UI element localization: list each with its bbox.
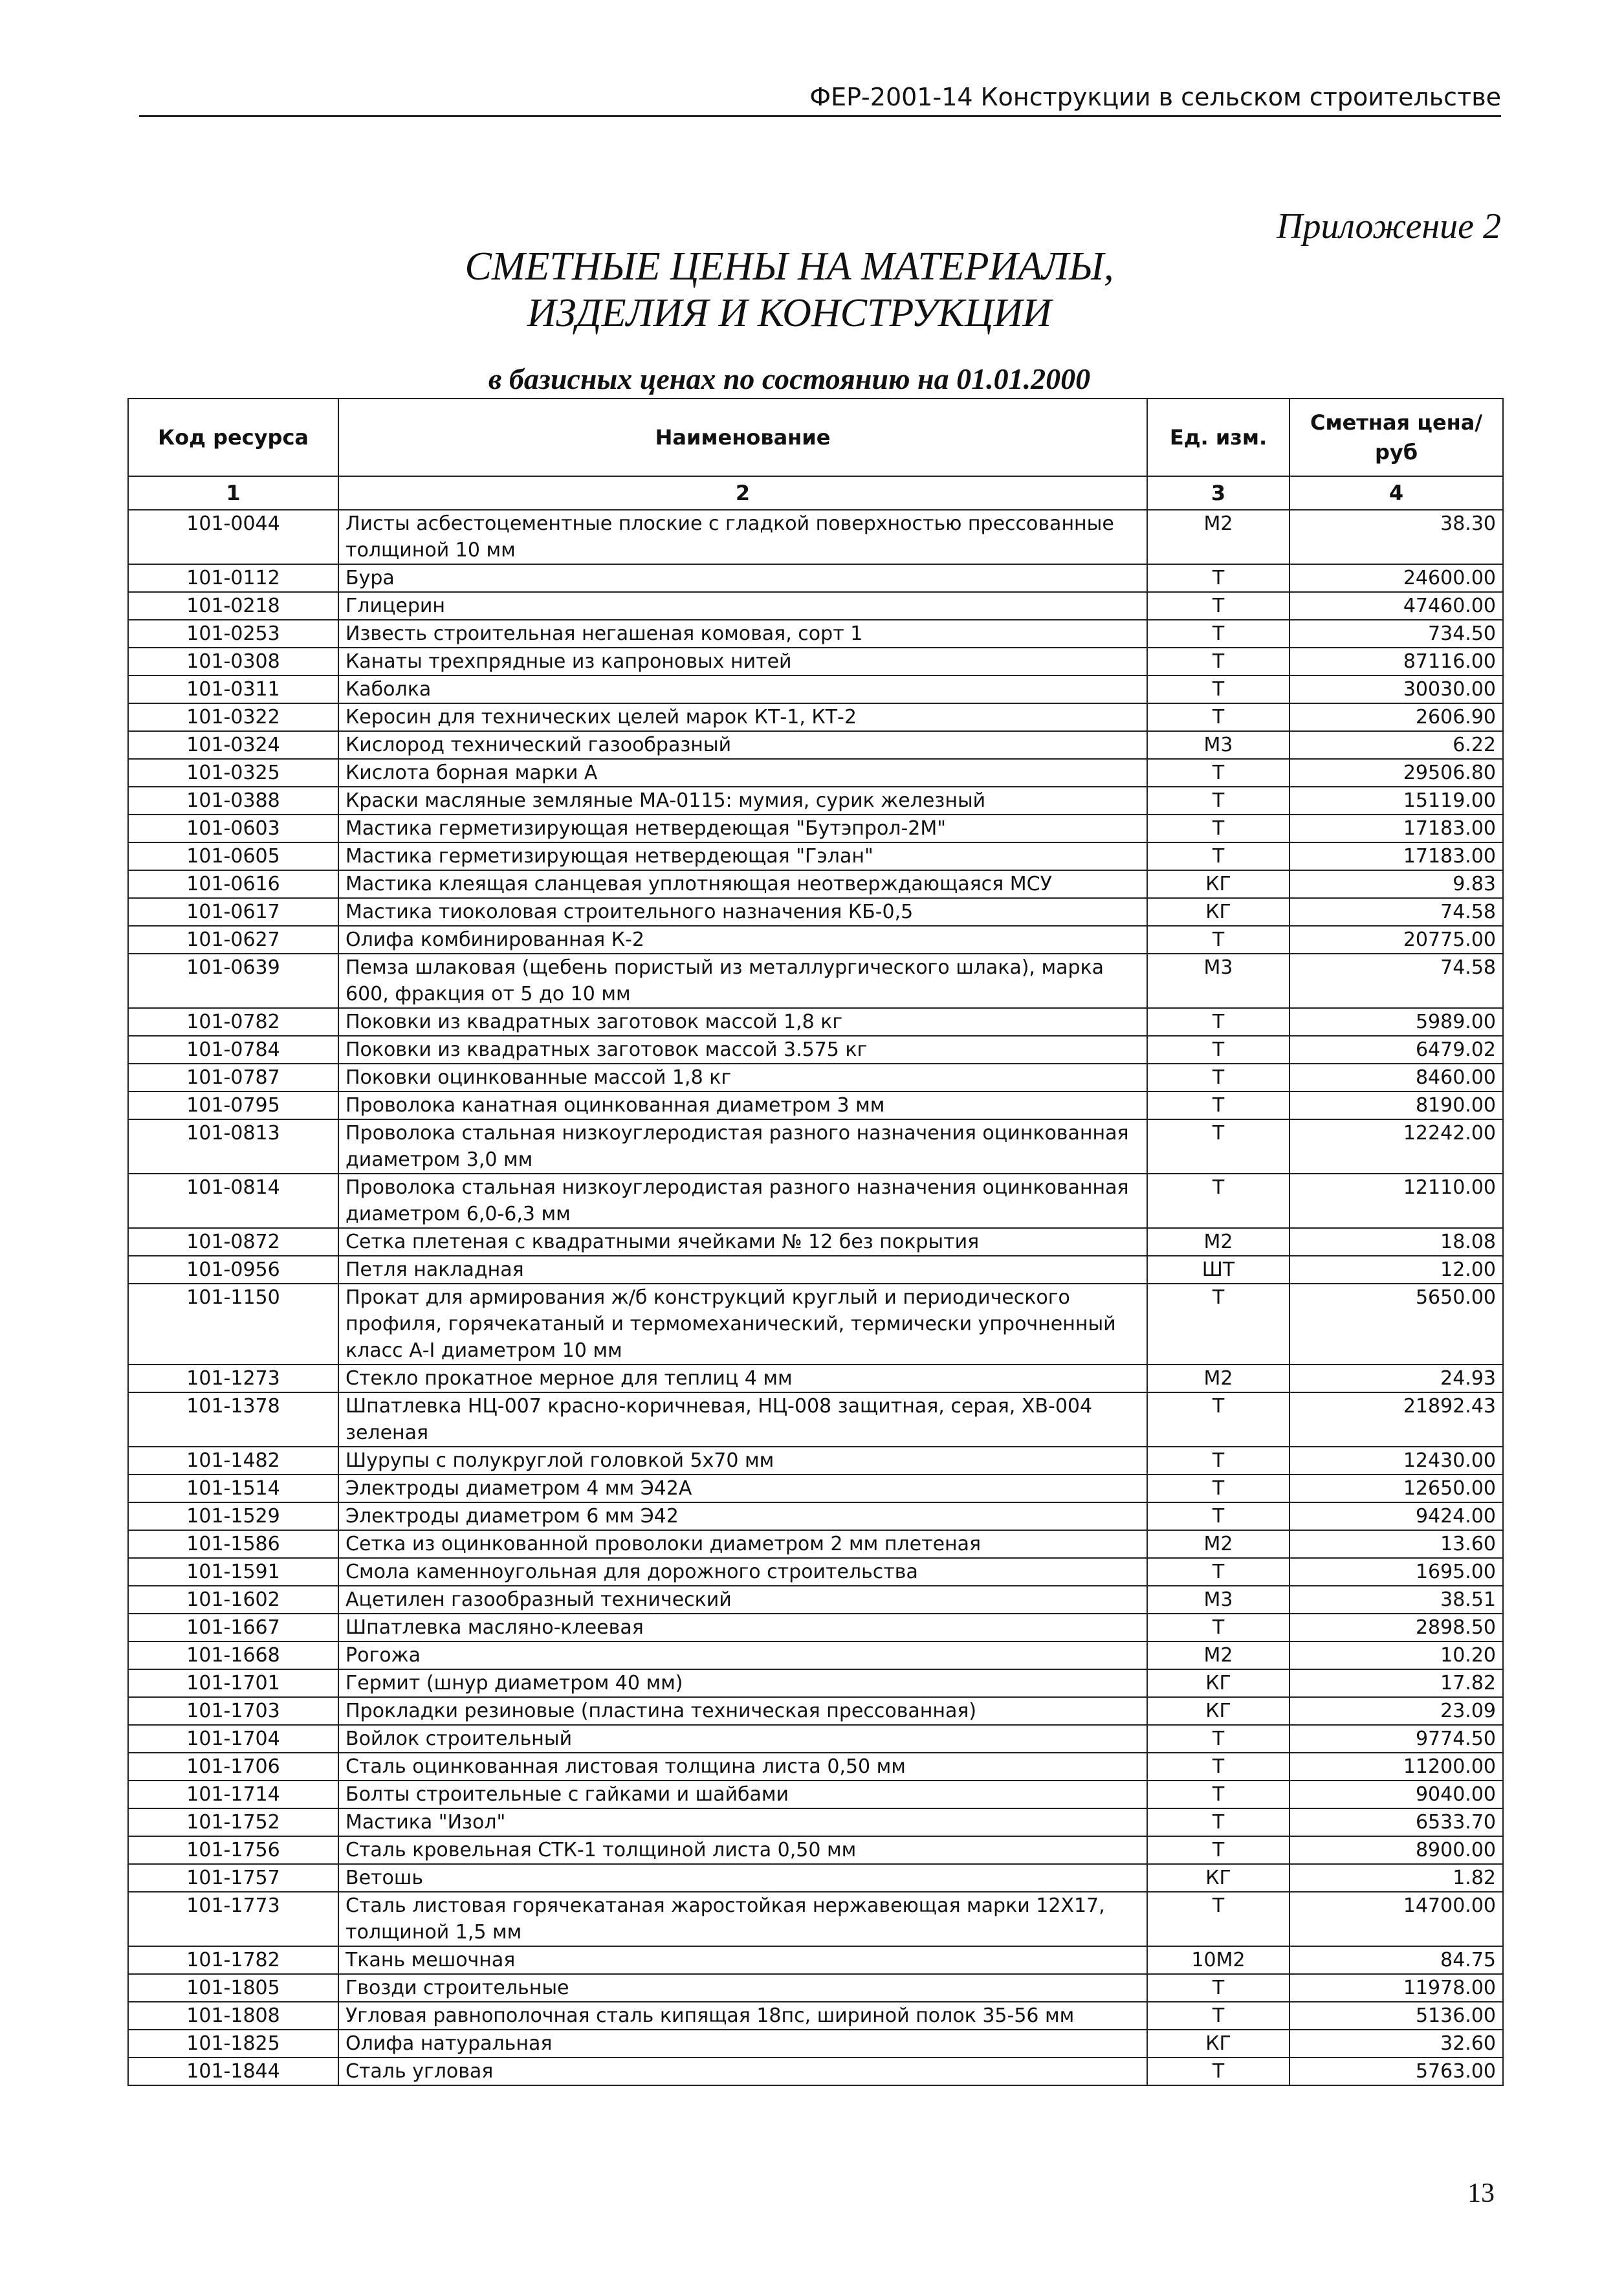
resource-name: Кислота борная марки А (338, 759, 1147, 787)
table-row (128, 2030, 1503, 2057)
resource-price: 11200.00 (1289, 1753, 1503, 1781)
resource-price: 10.20 (1289, 1641, 1503, 1669)
table-row (128, 592, 1503, 620)
resource-unit: 10М2 (1147, 1946, 1289, 1974)
resource-name: Болты строительные с гайками и шайбами (338, 1781, 1147, 1808)
table-row (128, 1725, 1503, 1753)
resource-unit: Т (1147, 2057, 1289, 2085)
resource-unit: Т (1147, 1781, 1289, 1808)
resource-name: Кислород технический газообразный (338, 731, 1147, 759)
resource-code: 101-1773 (128, 1892, 338, 1946)
resource-name: Проволока стальная низкоуглеродистая разного назначения оцинкованная диаметром 6,0-6,3 мм (338, 1174, 1147, 1228)
column-number: 4 (1289, 476, 1503, 510)
resource-unit: Т (1147, 1614, 1289, 1641)
resource-price: 74.58 (1289, 954, 1503, 1008)
resource-name: Сетка из оцинкованной проволоки диаметром 2 мм плетеная (338, 1530, 1147, 1558)
resource-unit: КГ (1147, 898, 1289, 926)
resource-unit: М2 (1147, 1365, 1289, 1392)
resource-price: 14700.00 (1289, 1892, 1503, 1946)
resource-name: Войлок строительный (338, 1725, 1147, 1753)
resource-code: 101-1701 (128, 1669, 338, 1697)
resource-unit: Т (1147, 1008, 1289, 1036)
resource-unit: КГ (1147, 870, 1289, 898)
table-row (128, 787, 1503, 815)
table-row (128, 1174, 1503, 1228)
resource-price: 30030.00 (1289, 675, 1503, 703)
resource-price: 29506.80 (1289, 759, 1503, 787)
resource-price: 15119.00 (1289, 787, 1503, 815)
resource-unit: Т (1147, 648, 1289, 675)
resource-code: 101-1752 (128, 1808, 338, 1836)
resource-code: 101-0814 (128, 1174, 338, 1228)
resource-code: 101-0308 (128, 648, 338, 675)
resource-name: Олифа натуральная (338, 2030, 1147, 2057)
resource-code: 101-1714 (128, 1781, 338, 1808)
resource-name: Проволока канатная оцинкованная диаметром 3 мм (338, 1092, 1147, 1119)
table-row (128, 1614, 1503, 1641)
resource-price: 5650.00 (1289, 1284, 1503, 1365)
resource-name: Сталь кровельная СТК-1 толщиной листа 0,50 мм (338, 1836, 1147, 1864)
resource-name: Прокат для армирования ж/б конструкций круглый и периодического профиля, горячекатаный и термомеханический, термически упрочненный класс А-I диаметром 10 мм (338, 1284, 1147, 1365)
resource-name: Электроды диаметром 4 мм Э42А (338, 1475, 1147, 1502)
resource-code: 101-0322 (128, 703, 338, 731)
table-row (128, 1475, 1503, 1502)
resource-code: 101-0787 (128, 1064, 338, 1092)
resource-price: 12650.00 (1289, 1475, 1503, 1502)
resource-unit: М3 (1147, 1586, 1289, 1614)
resource-code: 101-0639 (128, 954, 338, 1008)
resource-code: 101-0617 (128, 898, 338, 926)
resource-price: 12242.00 (1289, 1119, 1503, 1174)
resource-code: 101-0253 (128, 620, 338, 648)
table-row (128, 564, 1503, 592)
resource-unit: Т (1147, 787, 1289, 815)
resource-price: 1.82 (1289, 1864, 1503, 1892)
resource-name: Мастика герметизирующая нетвердеющая "Бутэпрол-2М" (338, 815, 1147, 842)
resource-unit: Т (1147, 1392, 1289, 1447)
resource-unit: Т (1147, 1447, 1289, 1475)
table-row (128, 1119, 1503, 1174)
table-header-row (128, 399, 1503, 476)
resource-name: Сталь угловая (338, 2057, 1147, 2085)
table-row (128, 620, 1503, 648)
table-row (128, 1946, 1503, 1974)
resource-code: 101-1586 (128, 1530, 338, 1558)
table-row (128, 1036, 1503, 1064)
resource-unit: Т (1147, 1753, 1289, 1781)
resource-unit: Т (1147, 1475, 1289, 1502)
resource-price: 13.60 (1289, 1530, 1503, 1558)
resource-name: Сталь оцинкованная листовая толщина листа 0,50 мм (338, 1753, 1147, 1781)
resource-unit: Т (1147, 592, 1289, 620)
resource-code: 101-0784 (128, 1036, 338, 1064)
resource-price: 6533.70 (1289, 1808, 1503, 1836)
resource-unit: М3 (1147, 731, 1289, 759)
resource-name: Петля накладная (338, 1256, 1147, 1284)
resource-name: Пемза шлаковая (щебень пористый из металлургического шлака), марка 600, фракция от 5 до 10 мм (338, 954, 1147, 1008)
header-rule (139, 115, 1501, 117)
resource-name: Известь строительная негашеная комовая, сорт 1 (338, 620, 1147, 648)
table-row (128, 1530, 1503, 1558)
resource-unit: Т (1147, 1892, 1289, 1946)
resource-code: 101-1378 (128, 1392, 338, 1447)
resource-price: 8460.00 (1289, 1064, 1503, 1092)
resource-unit: Т (1147, 759, 1289, 787)
table-row (128, 1392, 1503, 1447)
table-row (128, 842, 1503, 870)
resource-name: Шпатлевка НЦ-007 красно-коричневая, НЦ-008 защитная, серая, ХВ-004 зеленая (338, 1392, 1147, 1447)
resource-name: Поковки из квадратных заготовок массой 1,8 кг (338, 1008, 1147, 1036)
resource-name: Канаты трехпрядные из капроновых нитей (338, 648, 1147, 675)
resource-name: Мастика тиоколовая строительного назначения КБ-0,5 (338, 898, 1147, 926)
resource-price: 1695.00 (1289, 1558, 1503, 1586)
header-code: Код ресурса (128, 399, 338, 476)
column-number: 1 (128, 476, 338, 510)
resource-price: 9040.00 (1289, 1781, 1503, 1808)
table-row (128, 1864, 1503, 1892)
resource-code: 101-1602 (128, 1586, 338, 1614)
resource-price: 11978.00 (1289, 1974, 1503, 2002)
resource-price: 38.30 (1289, 510, 1503, 564)
resource-code: 101-0605 (128, 842, 338, 870)
resource-unit: КГ (1147, 1697, 1289, 1725)
header-name: Наименование (338, 399, 1147, 476)
resource-code: 101-1150 (128, 1284, 338, 1365)
resource-code: 101-0603 (128, 815, 338, 842)
resource-unit: Т (1147, 1174, 1289, 1228)
resource-price: 6.22 (1289, 731, 1503, 759)
resource-code: 101-0044 (128, 510, 338, 564)
resource-unit: Т (1147, 1064, 1289, 1092)
resource-name: Стекло прокатное мерное для теплиц 4 мм (338, 1365, 1147, 1392)
table-row (128, 2002, 1503, 2030)
resource-unit: Т (1147, 1036, 1289, 1064)
table-row (128, 675, 1503, 703)
resource-name: Электроды диаметром 6 мм Э42 (338, 1502, 1147, 1530)
table-row (128, 1836, 1503, 1864)
resource-unit: Т (1147, 1808, 1289, 1836)
resource-price: 9424.00 (1289, 1502, 1503, 1530)
resource-name: Керосин для технических целей марок КТ-1, КТ-2 (338, 703, 1147, 731)
resource-price: 12.00 (1289, 1256, 1503, 1284)
resource-price: 38.51 (1289, 1586, 1503, 1614)
resource-name: Гвозди строительные (338, 1974, 1147, 2002)
resource-name: Сетка плетеная с квадратными ячейками № 12 без покрытия (338, 1228, 1147, 1256)
resource-code: 101-0218 (128, 592, 338, 620)
resource-code: 101-1667 (128, 1614, 338, 1641)
table-row (128, 703, 1503, 731)
table-row (128, 1064, 1503, 1092)
resource-code: 101-0795 (128, 1092, 338, 1119)
resource-price: 24600.00 (1289, 564, 1503, 592)
resource-price: 5136.00 (1289, 2002, 1503, 2030)
table-row (128, 759, 1503, 787)
resource-code: 101-0813 (128, 1119, 338, 1174)
resource-code: 101-1529 (128, 1502, 338, 1530)
table-row (128, 1365, 1503, 1392)
appendix-label: Приложение 2 (1277, 206, 1501, 247)
table-row (128, 1256, 1503, 1284)
document-subtitle: в базисных ценах по состоянию на 01.01.2000 (488, 362, 1091, 395)
resource-code: 101-1808 (128, 2002, 338, 2030)
resource-unit: Т (1147, 842, 1289, 870)
resource-unit: М2 (1147, 1641, 1289, 1669)
table-row (128, 926, 1503, 954)
resource-price: 12430.00 (1289, 1447, 1503, 1475)
resource-name: Мастика клеящая сланцевая уплотняющая неотверждающаяся МСУ (338, 870, 1147, 898)
table-row (128, 1447, 1503, 1475)
resource-name: Сталь листовая горячекатаная жаростойкая нержавеющая марки 12Х17, толщиной 1,5 мм (338, 1892, 1147, 1946)
resource-price: 2606.90 (1289, 703, 1503, 731)
resource-code: 101-0956 (128, 1256, 338, 1284)
resource-code: 101-1668 (128, 1641, 338, 1669)
resource-name: Прокладки резиновые (пластина техническая прессованная) (338, 1697, 1147, 1725)
resource-price: 18.08 (1289, 1228, 1503, 1256)
table-row (128, 870, 1503, 898)
resource-unit: Т (1147, 620, 1289, 648)
resource-code: 101-0325 (128, 759, 338, 787)
resource-code: 101-1514 (128, 1475, 338, 1502)
resource-price: 32.60 (1289, 2030, 1503, 2057)
resource-code: 101-1782 (128, 1946, 338, 1974)
resource-code: 101-0616 (128, 870, 338, 898)
resource-name: Смола каменноугольная для дорожного строительства (338, 1558, 1147, 1586)
resource-price: 9.83 (1289, 870, 1503, 898)
table-row (128, 1092, 1503, 1119)
resource-price: 24.93 (1289, 1365, 1503, 1392)
resource-code: 101-0324 (128, 731, 338, 759)
resource-unit: М2 (1147, 1228, 1289, 1256)
resource-unit: Т (1147, 815, 1289, 842)
resource-price: 8900.00 (1289, 1836, 1503, 1864)
resource-name: Гермит (шнур диаметром 40 мм) (338, 1669, 1147, 1697)
table-row (128, 1974, 1503, 2002)
running-header: ФЕР-2001-14 Конструкции в сельском строительстве (809, 83, 1501, 111)
resource-unit: Т (1147, 2002, 1289, 2030)
column-number: 2 (338, 476, 1147, 510)
resource-code: 101-1825 (128, 2030, 338, 2057)
table-row (128, 1586, 1503, 1614)
resource-unit: Т (1147, 1284, 1289, 1365)
resource-code: 101-0782 (128, 1008, 338, 1036)
resource-unit: Т (1147, 1974, 1289, 2002)
resource-code: 101-1591 (128, 1558, 338, 1586)
resource-price: 87116.00 (1289, 648, 1503, 675)
resource-name: Угловая равнополочная сталь кипящая 18пс, шириной полок 35-56 мм (338, 2002, 1147, 2030)
resource-code: 101-1805 (128, 1974, 338, 2002)
resource-price: 84.75 (1289, 1946, 1503, 1974)
resource-unit: КГ (1147, 1864, 1289, 1892)
resource-unit: М2 (1147, 1530, 1289, 1558)
resource-code: 101-0872 (128, 1228, 338, 1256)
table-row (128, 648, 1503, 675)
resource-price: 734.50 (1289, 620, 1503, 648)
resource-unit: Т (1147, 564, 1289, 592)
resource-unit: Т (1147, 1502, 1289, 1530)
resource-name: Листы асбестоцементные плоские с гладкой поверхностью прессованные толщиной 10 мм (338, 510, 1147, 564)
table-row (128, 1228, 1503, 1256)
resource-code: 101-1757 (128, 1864, 338, 1892)
resource-name: Каболка (338, 675, 1147, 703)
table-row (128, 1697, 1503, 1725)
resource-price: 23.09 (1289, 1697, 1503, 1725)
table-row (128, 1892, 1503, 1946)
resource-unit: М2 (1147, 510, 1289, 564)
document-title (388, 243, 1191, 336)
table-row (128, 1753, 1503, 1781)
resource-unit: Т (1147, 1725, 1289, 1753)
resource-name: Ткань мешочная (338, 1946, 1147, 1974)
resource-code: 101-1756 (128, 1836, 338, 1864)
resource-code: 101-1273 (128, 1365, 338, 1392)
table-row (128, 1669, 1503, 1697)
resource-name: Шпатлевка масляно-клеевая (338, 1614, 1147, 1641)
table-row (128, 1641, 1503, 1669)
table-row (128, 1781, 1503, 1808)
resource-unit: Т (1147, 675, 1289, 703)
table-row (128, 1558, 1503, 1586)
resource-unit: Т (1147, 1119, 1289, 1174)
table-row (128, 954, 1503, 1008)
resource-price: 2898.50 (1289, 1614, 1503, 1641)
resource-unit: Т (1147, 926, 1289, 954)
table-row (128, 1284, 1503, 1365)
resource-price: 21892.43 (1289, 1392, 1503, 1447)
resource-code: 101-1704 (128, 1725, 338, 1753)
table-row (128, 510, 1503, 564)
resource-name: Шурупы с полукруглой головкой 5х70 мм (338, 1447, 1147, 1475)
resource-code: 101-0311 (128, 675, 338, 703)
resource-unit: М3 (1147, 954, 1289, 1008)
resource-unit: Т (1147, 1558, 1289, 1586)
table-row (128, 1808, 1503, 1836)
resource-price: 74.58 (1289, 898, 1503, 926)
table-body (128, 510, 1503, 2085)
resource-price: 6479.02 (1289, 1036, 1503, 1064)
resource-unit: ШТ (1147, 1256, 1289, 1284)
header-unit: Ед. изм. (1147, 399, 1289, 476)
table-row (128, 731, 1503, 759)
column-number: 3 (1147, 476, 1289, 510)
table-row (128, 898, 1503, 926)
resource-unit: Т (1147, 1836, 1289, 1864)
resource-name: Краски масляные земляные МА-0115: мумия, сурик железный (338, 787, 1147, 815)
resource-name: Олифа комбинированная К-2 (338, 926, 1147, 954)
resource-price: 17183.00 (1289, 815, 1503, 842)
resource-price: 17.82 (1289, 1669, 1503, 1697)
table-row (128, 2057, 1503, 2085)
resource-price: 5763.00 (1289, 2057, 1503, 2085)
resource-unit: КГ (1147, 2030, 1289, 2057)
price-table (127, 398, 1504, 2086)
resource-price: 5989.00 (1289, 1008, 1503, 1036)
resource-code: 101-0388 (128, 787, 338, 815)
document-title-line-2: ИЗДЕЛИЯ И КОНСТРУКЦИИ (527, 291, 1052, 335)
resource-code: 101-1706 (128, 1753, 338, 1781)
resource-name: Рогожа (338, 1641, 1147, 1669)
resource-unit: КГ (1147, 1669, 1289, 1697)
resource-name: Бура (338, 564, 1147, 592)
resource-name: Поковки оцинкованные массой 1,8 кг (338, 1064, 1147, 1092)
resource-name: Мастика герметизирующая нетвердеющая "Гэлан" (338, 842, 1147, 870)
resource-code: 101-1482 (128, 1447, 338, 1475)
resource-code: 101-1703 (128, 1697, 338, 1725)
resource-unit: Т (1147, 703, 1289, 731)
table-row (128, 1008, 1503, 1036)
column-number-row (128, 476, 1503, 510)
resource-unit: Т (1147, 1092, 1289, 1119)
table-row (128, 1502, 1503, 1530)
resource-price: 12110.00 (1289, 1174, 1503, 1228)
resource-code: 101-0627 (128, 926, 338, 954)
resource-name: Ацетилен газообразный технический (338, 1586, 1147, 1614)
resource-price: 20775.00 (1289, 926, 1503, 954)
document-title-line-1: СМЕТНЫЕ ЦЕНЫ НА МАТЕРИАЛЫ, (465, 245, 1114, 289)
resource-price: 8190.00 (1289, 1092, 1503, 1119)
header-price: Сметная цена/руб (1289, 399, 1503, 476)
resource-code: 101-1844 (128, 2057, 338, 2085)
resource-name: Ветошь (338, 1864, 1147, 1892)
table-row (128, 815, 1503, 842)
resource-name: Поковки из квадратных заготовок массой 3.575 кг (338, 1036, 1147, 1064)
resource-price: 47460.00 (1289, 592, 1503, 620)
page-number: 13 (1467, 2178, 1495, 2208)
resource-price: 9774.50 (1289, 1725, 1503, 1753)
resource-price: 17183.00 (1289, 842, 1503, 870)
resource-name: Глицерин (338, 592, 1147, 620)
resource-name: Мастика "Изол" (338, 1808, 1147, 1836)
resource-name: Проволока стальная низкоуглеродистая разного назначения оцинкованная диаметром 3,0 мм (338, 1119, 1147, 1174)
resource-code: 101-0112 (128, 564, 338, 592)
